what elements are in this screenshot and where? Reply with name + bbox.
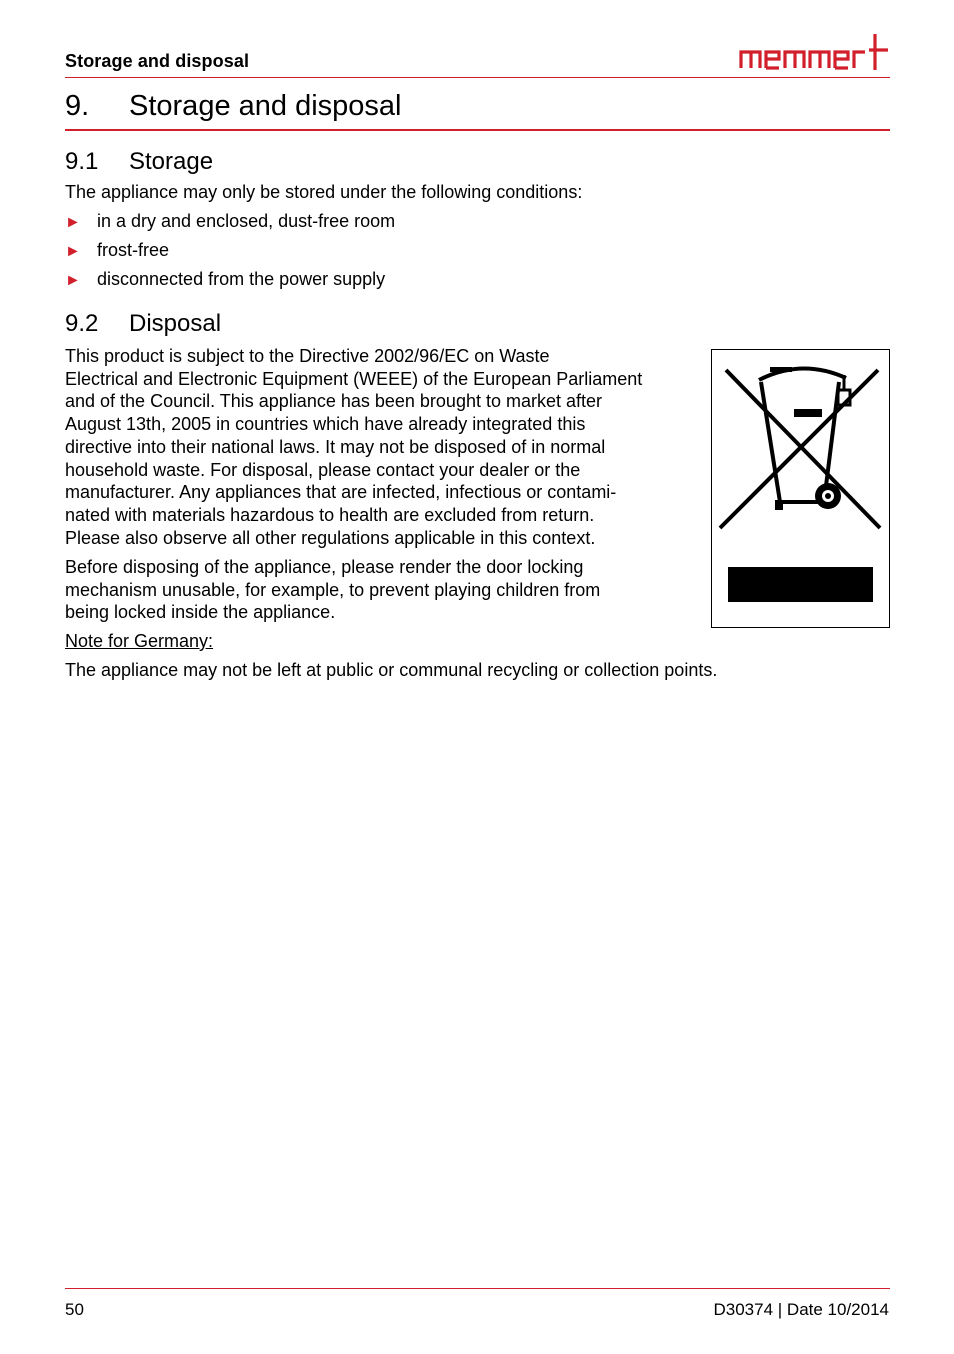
storage-condition: disconnected from the power supply <box>97 269 386 289</box>
chapter-number: 9. <box>65 90 90 122</box>
chapter-title: Storage and disposal <box>129 90 402 122</box>
disposal-paragraph-1 <box>65 345 695 549</box>
text-line: Before disposing of the appliance, please render the door locking <box>65 557 584 577</box>
text-line: household waste. For disposal, please contact your dealer or the <box>65 459 581 480</box>
memmert-logo <box>738 32 890 72</box>
weee-symbol-box <box>711 349 890 628</box>
bullet-arrow-icon: ► <box>65 272 81 289</box>
disposal-heading <box>65 310 221 338</box>
text-line: mechanism unusable, for example, to prevent playing children from <box>65 579 601 600</box>
bullet-arrow-icon: ► <box>65 243 81 260</box>
text-line: manufacturer. Any appliances that are infected, infectious or contami- <box>65 482 617 503</box>
list-item <box>65 240 169 261</box>
text-line: directive into their national laws. It may not be disposed of in normal <box>65 436 606 457</box>
text-line: August 13th, 2005 in countries which have already integrated this <box>65 414 586 435</box>
disposal-section-number: 9.2 <box>65 310 99 337</box>
storage-condition: frost-free <box>97 240 170 260</box>
storage-section-number: 9.1 <box>65 148 99 175</box>
storage-condition: in a dry and enclosed, dust-free room <box>97 211 396 231</box>
list-item <box>65 269 385 290</box>
footer-divider <box>65 1288 890 1289</box>
chapter-divider <box>65 129 890 131</box>
storage-section-title: Storage <box>129 148 214 175</box>
list-item <box>65 211 395 232</box>
storage-heading <box>65 148 213 176</box>
chapter-heading <box>65 90 401 123</box>
text-line: and of the Council. This appliance has been brought to market after <box>65 391 603 412</box>
text-line: Please also observe all other regulations applicable in this context. <box>65 527 596 548</box>
disposal-paragraph-2 <box>65 556 695 624</box>
storage-intro: The appliance may only be stored under the following conditions: <box>65 182 583 202</box>
text-line: being locked inside the appliance. <box>65 602 336 623</box>
text-line: This product is subject to the Directive 2002/96/EC on Waste <box>65 346 550 366</box>
note-text: The appliance may not be left at public or communal recycling or collection points. <box>65 660 718 680</box>
text-line: nated with materials hazardous to health are excluded from return. <box>65 504 595 525</box>
running-header-title: Storage and disposal <box>65 51 250 71</box>
disposal-section-title: Disposal <box>129 310 222 337</box>
text-line: Electrical and Electronic Equipment (WEEE) of the European Parliament <box>65 368 643 389</box>
page-number: 50 <box>65 1300 84 1319</box>
header-divider <box>65 77 890 78</box>
bullet-arrow-icon: ► <box>65 214 81 231</box>
document-info: D30374 | Date 10/2014 <box>713 1300 889 1319</box>
crossed-out-wheelie-bin-icon <box>712 350 889 627</box>
note-label: Note for Germany: <box>65 631 214 651</box>
